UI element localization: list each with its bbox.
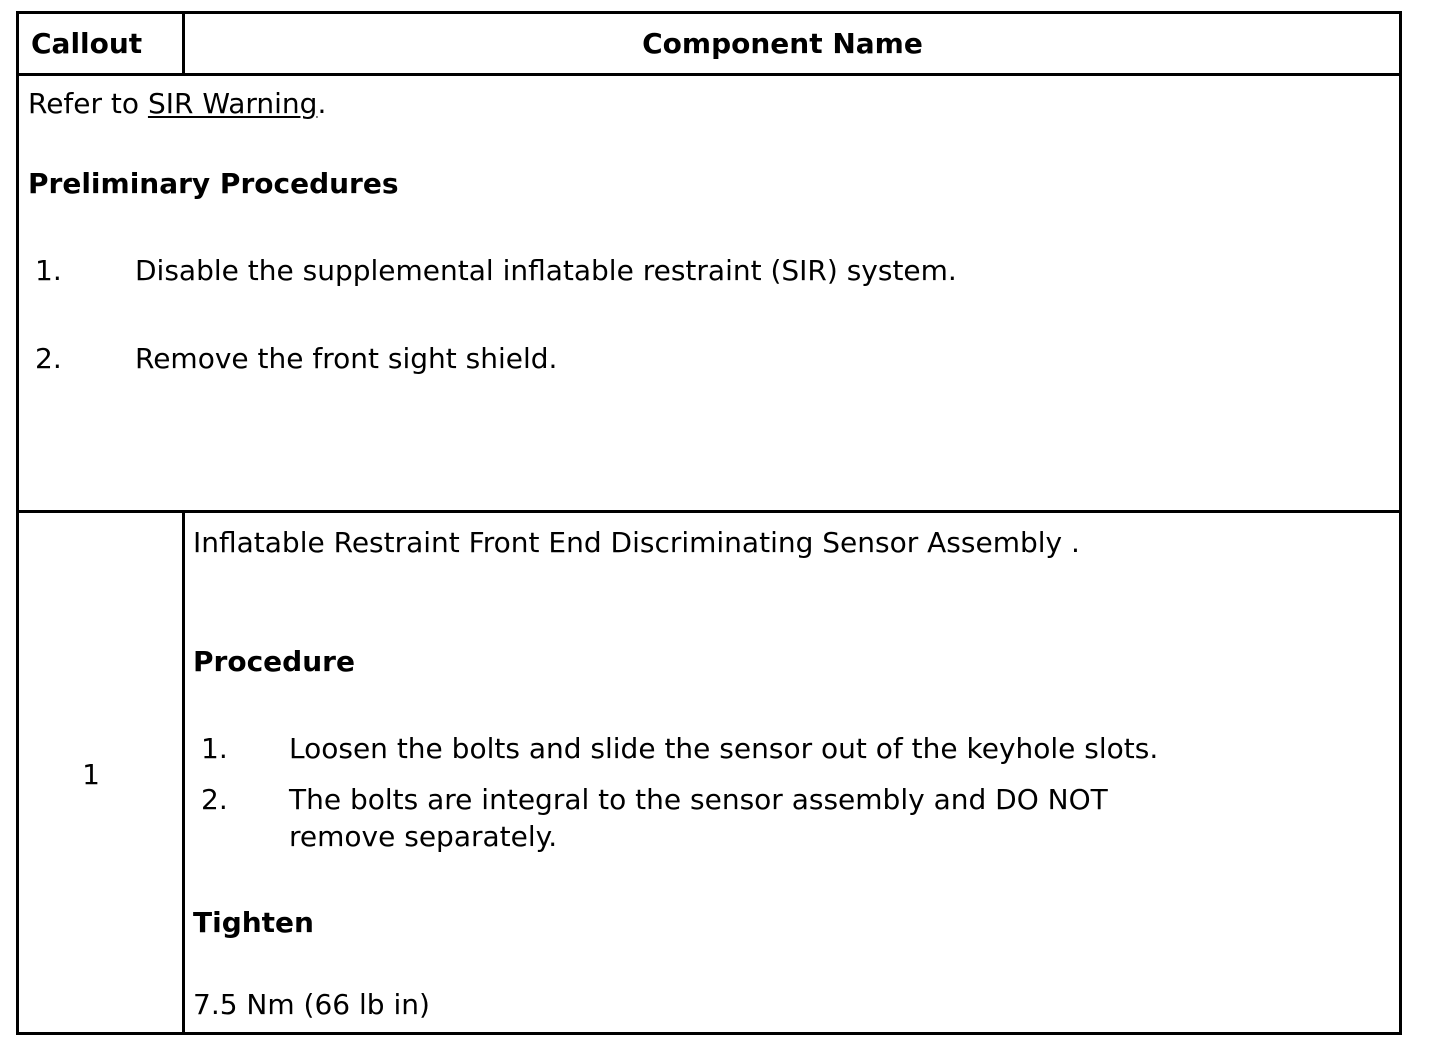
component-name-header: Component Name — [642, 27, 923, 60]
procedure-step-2-number: 2. — [201, 783, 228, 816]
procedure-heading: Procedure — [193, 645, 355, 678]
procedure-step-2-text-line-2: remove separately. — [289, 820, 558, 853]
procedure-step-1-number: 1. — [201, 732, 228, 765]
torque-value: 7.5 Nm (66 lb in) — [193, 988, 430, 1021]
procedure-table — [16, 11, 1402, 1035]
component-name: Inflatable Restraint Front End Discriminating Sensor Assembly . — [193, 526, 1080, 559]
prelim-step-1-number: 1. — [35, 254, 62, 287]
procedure-step-2-text-line-1: The bolts are integral to the sensor assembly and DO NOT — [289, 783, 1108, 816]
row-column-divider — [182, 510, 185, 1032]
sir-warning-link[interactable]: SIR Warning — [147, 87, 318, 120]
procedure-step-1-text: Loosen the bolts and slide the sensor out of the keyhole slots. — [289, 732, 1159, 765]
tighten-heading: Tighten — [193, 906, 314, 939]
prelim-step-1-text: Disable the supplemental inflatable restraint (SIR) system. — [135, 254, 957, 287]
prelim-step-2-number: 2. — [35, 342, 62, 375]
prelim-step-2-text: Remove the front sight shield. — [135, 342, 558, 375]
callout-number: 1 — [82, 758, 100, 791]
intro-divider — [19, 510, 1399, 513]
preliminary-procedures-heading: Preliminary Procedures — [28, 167, 399, 200]
refer-suffix: . — [317, 87, 327, 120]
refer-line — [28, 87, 326, 121]
header-divider — [19, 73, 1399, 76]
callout-header: Callout — [31, 27, 143, 60]
header-column-divider — [182, 14, 185, 76]
refer-prefix: Refer to — [28, 87, 148, 120]
